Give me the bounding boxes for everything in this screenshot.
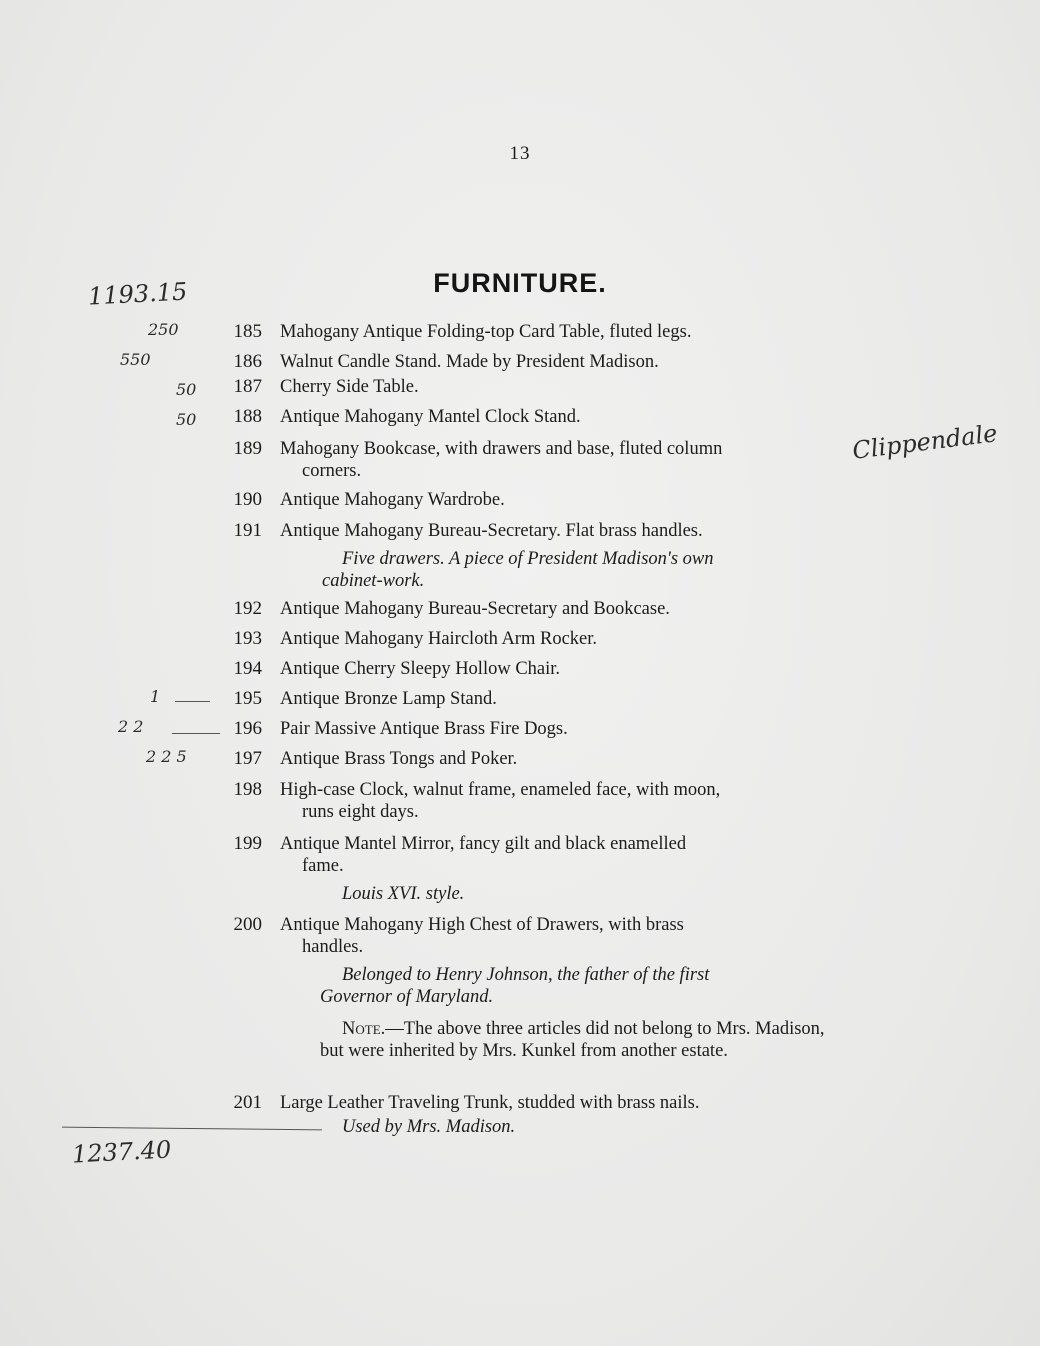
lot-description: Antique Mahogany Wardrobe. xyxy=(280,490,505,510)
lot-description-continued: fame. xyxy=(302,856,344,876)
section-title: FURNITURE. xyxy=(433,268,607,298)
lot-description: Antique Mahogany Haircloth Arm Rocker. xyxy=(280,629,598,649)
lot-note-line: Five drawers. A piece of President Madison's own xyxy=(342,549,714,569)
handwritten-price-197: 2 2 5 xyxy=(146,747,187,766)
lot-number: 191 xyxy=(233,520,262,541)
lot-note-line: Louis XVI. style. xyxy=(342,884,465,904)
lot-description-continued: handles. xyxy=(302,937,364,957)
handwritten-price-196: 2 2 xyxy=(118,717,144,736)
lot-number: 185 xyxy=(233,321,262,342)
lot-description: Antique Cherry Sleepy Hollow Chair. xyxy=(280,659,561,679)
lot-number: 199 xyxy=(233,833,262,854)
page-number: 13 xyxy=(509,143,531,164)
lot-footnote xyxy=(280,1018,830,1062)
lot-number: 200 xyxy=(233,914,262,935)
lot-description: Pair Massive Antique Brass Fire Dogs. xyxy=(280,719,568,739)
lot-description: Antique Mahogany Bureau-Secretary and Bookcase. xyxy=(280,599,670,619)
lot-number: 188 xyxy=(233,406,262,427)
lot-description: Antique Mahogany High Chest of Drawers, with brass xyxy=(280,915,684,935)
lot-number: 193 xyxy=(233,628,262,649)
lot-description: Mahogany Bookcase, with drawers and base, fluted column xyxy=(280,439,723,459)
lot-number: 198 xyxy=(233,779,262,800)
lot-number: 190 xyxy=(233,489,262,510)
lot-description: Cherry Side Table. xyxy=(280,377,419,397)
note-text: —The above three articles did not belong to Mrs. Madison, but were inherited by Mrs. Kunkel from another estate. xyxy=(320,1019,825,1061)
lot-note-line: cabinet-work. xyxy=(322,571,425,591)
lot-number: 201 xyxy=(233,1092,262,1113)
lot-description-continued: runs eight days. xyxy=(302,802,419,822)
lot-note-line: Governor of Maryland. xyxy=(320,987,494,1007)
lot-number: 196 xyxy=(233,718,262,739)
lot-description: Large Leather Traveling Trunk, studded with brass nails. xyxy=(280,1093,700,1113)
lot-note xyxy=(280,883,830,905)
handwritten-price-195: 1 xyxy=(150,687,161,706)
lot-description: Antique Mahogany Bureau-Secretary. Flat brass handles. xyxy=(280,521,703,541)
lot-number: 197 xyxy=(233,748,262,769)
handwritten-price-186: 550 xyxy=(120,350,151,369)
lot-number: 194 xyxy=(233,658,262,679)
note-label: Note. xyxy=(342,1019,386,1039)
lot-number: 195 xyxy=(233,688,262,709)
handwritten-margin-note: Clippendale xyxy=(850,419,999,465)
handwritten-total-top: 1193.15 xyxy=(87,277,188,311)
handwritten-price-187: 50 xyxy=(176,380,197,399)
lot-note-line: Used by Mrs. Madison. xyxy=(342,1117,516,1137)
lot-note-line: Belonged to Henry Johnson, the father of the first xyxy=(342,965,710,985)
lot-description: Antique Bronze Lamp Stand. xyxy=(280,689,497,709)
handwritten-price-188: 50 xyxy=(176,410,197,429)
lot-description-continued: corners. xyxy=(302,461,362,481)
lot-description: Antique Brass Tongs and Poker. xyxy=(280,749,518,769)
lot-description: Antique Mantel Mirror, fancy gilt and black enamelled xyxy=(280,834,687,854)
handwritten-price-185: 250 xyxy=(148,320,179,339)
lot-description: Mahogany Antique Folding-top Card Table, fluted legs. xyxy=(280,322,692,342)
lot-description: High-case Clock, walnut frame, enameled face, with moon, xyxy=(280,780,721,800)
lot-note xyxy=(280,548,830,592)
lot-number: 187 xyxy=(233,376,262,397)
lot-note xyxy=(280,1116,830,1138)
lot-description: Antique Mahogany Mantel Clock Stand. xyxy=(280,407,581,427)
lot-description: Walnut Candle Stand. Made by President Madison. xyxy=(280,352,659,372)
lot-number: 189 xyxy=(233,438,262,459)
handwritten-total-bottom: 1237.40 xyxy=(71,1135,172,1169)
lot-number: 186 xyxy=(233,351,262,372)
lot-number: 192 xyxy=(233,598,262,619)
lot-note xyxy=(280,964,830,1008)
